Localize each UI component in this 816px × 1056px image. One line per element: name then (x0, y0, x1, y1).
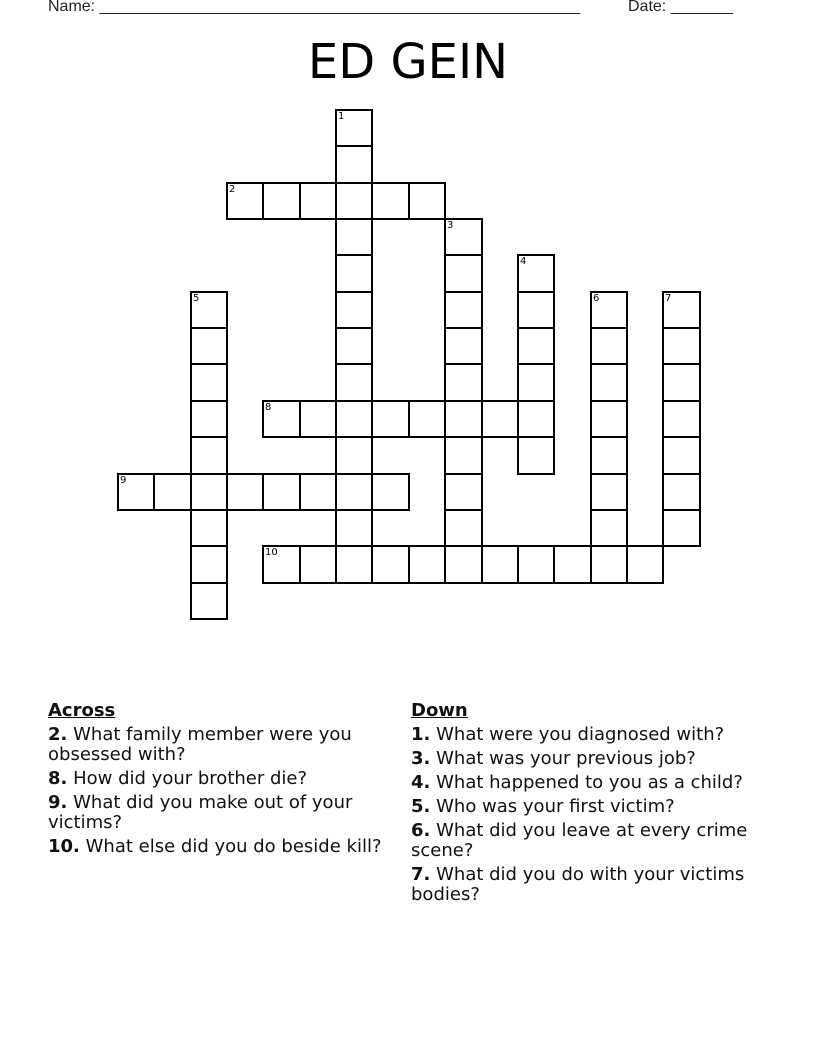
grid-cell[interactable] (590, 509, 628, 547)
grid-cell[interactable] (444, 218, 483, 256)
grid-cell[interactable] (517, 436, 555, 475)
grid-cell[interactable] (335, 545, 373, 584)
grid-cell[interactable] (262, 400, 301, 438)
grid-cell[interactable] (590, 400, 628, 438)
grid-cell[interactable] (444, 327, 483, 365)
grid-cell[interactable] (335, 473, 373, 511)
grid-cell[interactable] (371, 473, 410, 511)
grid-cell[interactable] (226, 473, 264, 511)
clue-item: 5. Who was your first victim? (411, 796, 675, 817)
grid-cell[interactable] (299, 473, 337, 511)
grid-cell[interactable] (444, 363, 483, 402)
grid-cell[interactable] (662, 509, 701, 547)
clue-item: 10. What else did you do beside kill? (48, 836, 382, 857)
clue-number: 10 (265, 547, 278, 558)
clue-number: 8 (265, 402, 272, 413)
grid-cell[interactable] (517, 400, 555, 438)
grid-cell[interactable] (517, 254, 555, 293)
grid-cell[interactable] (517, 327, 555, 365)
grid-cell[interactable] (590, 545, 628, 584)
grid-cell[interactable] (444, 400, 483, 438)
grid-cell[interactable] (662, 291, 701, 329)
grid-cell[interactable] (190, 509, 228, 547)
grid-cell[interactable] (335, 254, 373, 293)
down-clues (411, 701, 761, 909)
grid-cell[interactable] (517, 363, 555, 402)
grid-cell[interactable] (262, 545, 301, 584)
grid-cell[interactable] (662, 473, 701, 511)
grid-cell[interactable] (335, 509, 373, 547)
grid-cell[interactable] (481, 400, 519, 438)
clue-number: 3 (447, 220, 454, 231)
grid-cell[interactable] (335, 291, 373, 329)
grid-cell[interactable] (371, 182, 410, 220)
grid-cell[interactable] (299, 545, 337, 584)
grid-cell[interactable] (299, 182, 337, 220)
grid-cell[interactable] (190, 473, 228, 511)
grid-cell[interactable] (190, 327, 228, 365)
grid-cell[interactable] (190, 545, 228, 584)
grid-cell[interactable] (226, 182, 264, 220)
grid-cell[interactable] (190, 400, 228, 438)
grid-cell[interactable] (262, 473, 301, 511)
grid-cell[interactable] (481, 545, 519, 584)
grid-cell[interactable] (190, 436, 228, 475)
across-heading: Across (48, 700, 116, 721)
grid-cell[interactable] (662, 363, 701, 402)
clue-number: 2 (229, 184, 236, 195)
date-field-label[interactable]: Date: _______ (628, 0, 733, 15)
clue-number: 7 (665, 293, 672, 304)
grid-cell[interactable] (190, 582, 228, 620)
grid-cell[interactable] (335, 400, 373, 438)
clue-item: 9. What did you make out of your victims? (48, 792, 353, 833)
grid-cell[interactable] (153, 473, 192, 511)
grid-cell[interactable] (299, 400, 337, 438)
grid-cell[interactable] (335, 145, 373, 184)
page-title: ED GEIN (307, 34, 509, 90)
grid-cell[interactable] (590, 473, 628, 511)
grid-cell[interactable] (335, 327, 373, 365)
grid-cell[interactable] (335, 218, 373, 256)
grid-cell[interactable] (190, 291, 228, 329)
grid-cell[interactable] (517, 545, 555, 584)
grid-cell[interactable] (553, 545, 592, 584)
grid-cell[interactable] (444, 436, 483, 475)
name-field-label[interactable]: Name: ______________________________________________________ (48, 0, 581, 15)
grid-cell[interactable] (335, 182, 373, 220)
grid-cell[interactable] (444, 545, 483, 584)
grid-cell[interactable] (444, 509, 483, 547)
across-clues (48, 701, 388, 861)
clue-number: 4 (520, 256, 527, 267)
clue-number: 9 (120, 475, 127, 486)
grid-cell[interactable] (190, 363, 228, 402)
clue-number: 6 (593, 293, 600, 304)
clue-item: 4. What happened to you as a child? (411, 772, 743, 793)
clue-number: 5 (193, 293, 200, 304)
clue-item: 8. How did your brother die? (48, 768, 308, 789)
grid-cell[interactable] (335, 436, 373, 475)
clue-item: 1. What were you diagnosed with? (411, 724, 725, 745)
grid-cell[interactable] (371, 545, 410, 584)
grid-cell[interactable] (262, 182, 301, 220)
clue-item: 7. What did you do with your victims bodies? (411, 864, 745, 905)
grid-cell[interactable] (117, 473, 155, 511)
grid-cell[interactable] (590, 291, 628, 329)
clue-item: 2. What family member were you obsessed with? (48, 724, 352, 765)
grid-cell[interactable] (371, 400, 410, 438)
clue-item: 3. What was your previous job? (411, 748, 696, 769)
grid-cell[interactable] (590, 363, 628, 402)
down-heading: Down (411, 700, 468, 721)
grid-cell[interactable] (408, 545, 446, 584)
grid-cell[interactable] (662, 327, 701, 365)
grid-cell[interactable] (662, 400, 701, 438)
grid-cell[interactable] (335, 363, 373, 402)
grid-cell[interactable] (517, 291, 555, 329)
grid-cell[interactable] (408, 400, 446, 438)
grid-cell[interactable] (590, 436, 628, 475)
grid-cell[interactable] (444, 254, 483, 293)
clue-number: 1 (338, 111, 345, 122)
grid-cell[interactable] (590, 327, 628, 365)
grid-cell[interactable] (444, 473, 483, 511)
grid-cell[interactable] (335, 109, 373, 147)
grid-cell[interactable] (626, 545, 664, 584)
grid-cell[interactable] (444, 291, 483, 329)
grid-cell[interactable] (662, 436, 701, 475)
grid-cell[interactable] (408, 182, 446, 220)
clue-item: 6. What did you leave at every crime scene? (411, 820, 748, 861)
